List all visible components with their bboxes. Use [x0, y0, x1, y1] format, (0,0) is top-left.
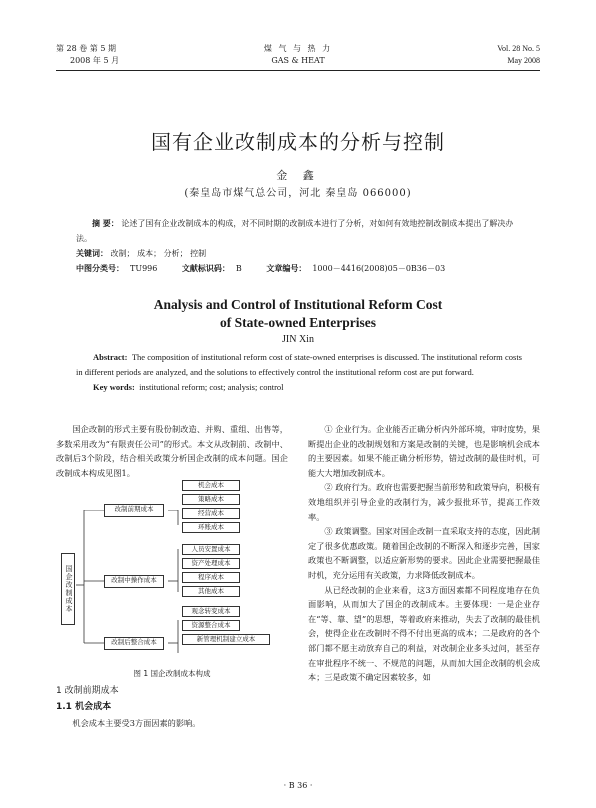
author-en: JIN Xin [282, 334, 314, 345]
abstract-en-text: The composition of institutional reform cost of state-owned enterprises is discussed. The institutional reform costs in different periods are analyzed, and the solutions to effectively control the institutional reform cost are put forward. [76, 352, 522, 377]
header-rule [56, 70, 540, 71]
abstract-en-block: Abstract: The composition of institutional reform cost of state-owned enterprises is discussed. The institutional reform costs in different periods are analyzed, and the solutions to effectively control the institutional reform cost are put forward. Key words: institutional reform; cost; analysis; control [76, 352, 522, 392]
page-number: · B 36 · [283, 781, 313, 790]
author-zh: 金 鑫 [276, 169, 320, 182]
doc-code-value: B [235, 264, 242, 273]
figure-item-mindset: 观念转变成本 [182, 606, 240, 617]
keywords-zh-text: 改制； 成本； 分析； 控制 [110, 249, 207, 258]
intro-paragraph: 国企改制的形式主要有股份制改造、并购、重组、出售等，多数采用改为“有限责任公司”的形式。本文从改制前、改制中、改制后3个阶段，结合相关政策分析国企改制的成本问题。国企改制成本构成见图1。 [56, 424, 288, 478]
article-id-label: 文章编号： [266, 264, 307, 273]
left-column-intro [56, 422, 288, 480]
figure-item-bad-debt: 环账成本 [182, 522, 240, 533]
title-en-line2: of State-owned Enterprises [220, 315, 376, 330]
figure-item-operating: 经营成本 [182, 508, 240, 519]
figure-item-opportunity: 机会成本 [182, 480, 240, 491]
journal-date-en: May 2008 [507, 56, 540, 65]
journal-name-zh: 煤 气 与 热 力 [263, 44, 333, 53]
figure-phase-mid: 改制中操作成本 [104, 575, 164, 588]
clc-value: TU996 [130, 264, 158, 273]
journal-vol-en: Vol. 28 No. 5 [497, 44, 540, 53]
article-title-en [56, 296, 540, 332]
figure-item-procedure: 程序成本 [182, 572, 240, 583]
keywords-zh-label: 关键词： [76, 249, 108, 258]
figure-caption: 图 1 国企改制成本构成 [133, 669, 211, 678]
figure-phase-pre: 改制前期成本 [104, 504, 164, 517]
journal-date: 2008 年 5 月 [70, 56, 120, 65]
figure-item-other: 其他成本 [182, 586, 240, 597]
figure-item-mechanism: 新管理机制建立成本 [182, 634, 270, 645]
doc-code-label: 文献标识码： [181, 264, 230, 273]
figure-root-box: 国企改制成本 [61, 553, 75, 625]
figure-item-staff: 人员安置成本 [182, 544, 240, 555]
figure-phase-post: 改制后整合成本 [104, 637, 164, 650]
factor-government: ② 政府行为。政府也需要把握当前形势和政策导向，积极有效地组织并引导企业的改制行为，减少报批环节，提高工作效率。 [308, 482, 540, 522]
article-id-value: 1000－4416(2008)05－0B36－03 [312, 264, 446, 273]
journal-volume-issue: 第 28 卷 第 5 期 [56, 44, 116, 53]
section-1-heading: 1 改制前期成本 [56, 686, 119, 696]
keywords-en-label: Key words [93, 382, 132, 392]
factor-enterprise: ① 企业行为。企业能否正确分析内外部环境，审时度势，果断提出企业的改制规划和方案是改制的关键，也是影响机会成本的主要因素。如果不能正确分析形势，错过改制的最佳时机，可能大大增加改制成本。 [308, 424, 540, 478]
clc-label: 中图分类号： [76, 264, 124, 273]
factor-policy: ③ 政策调整。国家对国企改制一直采取支持的态度，因此制定了很多优惠政策。随着国企改制的不断深入和逐步完善，国家政策也不断调整，以适应新形势的要求。因此企业需要把握最佳时机，充分运用有关政策，力求降低改制成本。 [308, 526, 540, 580]
figure-item-resources: 资源整合成本 [182, 620, 240, 631]
keywords-en-text: institutional reform; cost; analysis; control [139, 382, 284, 392]
title-en-line1: Analysis and Control of Institutional Reform Cost [153, 297, 443, 312]
abstract-zh-label: 摘 要： [92, 219, 119, 228]
abstract-en-label: Abstract [93, 352, 125, 362]
abstract-zh-block [76, 216, 522, 276]
article-title-zh: 国有企业改制成本的分析与控制 [151, 130, 445, 154]
section-1-1-body [56, 716, 288, 731]
abstract-zh-text: 论述了国有企业改制成本的构成，对不同时期的改制成本进行了分析，对如何有效地控制改制成本提出了解决办法。 [76, 219, 514, 243]
section-1-1-heading: 1.1 机会成本 [56, 702, 112, 712]
factors-summary: 从已经改制的企业来看，这3方面因素都不同程度地存在负面影响，从而加大了国企的改制成本。主要体现：一是企业存在“等、靠、望”的思想，等着政府来推动，失去了改制的最佳机会，使得企业在改制时不得不付出更高的成本；二是政府的各个部门都不愿主动放弃自己的利益，对改制企业多头过问，甚至存在审批程序不统一、不规范的问题，从而加大国企改制的机会成本；三是政策不确定因素较多，如 [308, 584, 540, 683]
journal-name-en: GAS & HEAT [271, 56, 325, 65]
classification-line [76, 261, 522, 276]
figure-item-strategy: 策略成本 [182, 494, 240, 505]
figure-item-assets: 资产处理成本 [182, 558, 240, 569]
opportunity-cost-paragraph: 机会成本主要受3方面因素的影响。 [72, 718, 201, 728]
affiliation-zh: (秦皇岛市煤气总公司，河北 秦皇岛 066000) [184, 188, 412, 199]
right-column [308, 422, 540, 685]
